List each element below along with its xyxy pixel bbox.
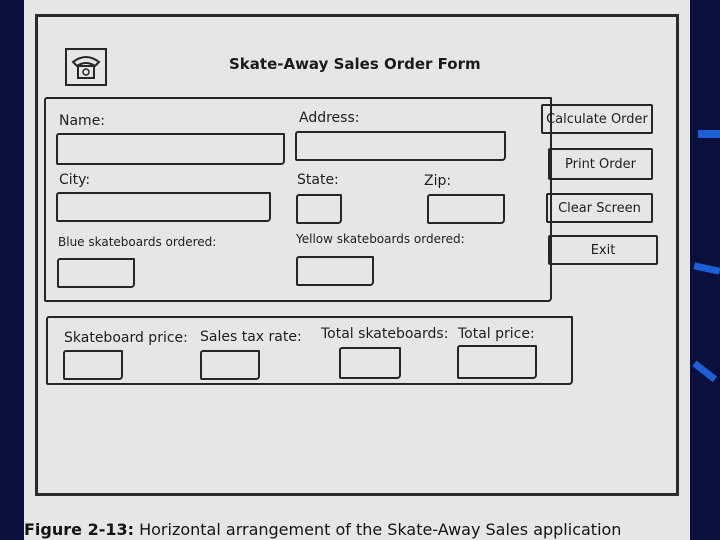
city-textbox[interactable] xyxy=(56,192,271,222)
name-textbox[interactable] xyxy=(56,133,285,165)
yellow-ordered-textbox[interactable] xyxy=(296,256,374,286)
total-skateboards-label: Total skateboards: xyxy=(321,326,449,342)
skateboard-price-box xyxy=(63,350,123,380)
state-textbox[interactable] xyxy=(296,194,342,224)
address-label: Address: xyxy=(299,110,360,126)
blue-ordered-label: Blue skateboards ordered: xyxy=(58,235,217,249)
sales-tax-rate-box xyxy=(200,350,260,380)
zip-label: Zip: xyxy=(424,173,452,189)
city-label: City: xyxy=(59,172,91,188)
scanned-page xyxy=(24,0,690,540)
sales-tax-rate-label: Sales tax rate: xyxy=(200,329,302,345)
telephone-icon xyxy=(65,48,107,86)
address-textbox[interactable] xyxy=(295,131,506,161)
figure-number: Figure 2-13: xyxy=(24,520,135,539)
blue-ordered-textbox[interactable] xyxy=(57,258,135,288)
calculate-order-button[interactable]: Calculate Order xyxy=(541,104,653,134)
decorative-accent-marks xyxy=(690,0,720,540)
accent-mark xyxy=(693,262,720,274)
accent-mark xyxy=(692,361,717,383)
figure-caption xyxy=(24,520,621,539)
form-title: Skate-Away Sales Order Form xyxy=(229,55,481,73)
total-skateboards-box xyxy=(339,347,401,379)
exit-button[interactable]: Exit xyxy=(548,235,658,265)
skateboard-price-label: Skateboard price: xyxy=(64,330,188,346)
name-label: Name: xyxy=(59,113,106,129)
figure-caption-text: Horizontal arrangement of the Skate-Away Sales application xyxy=(134,520,622,539)
clear-screen-button[interactable]: Clear Screen xyxy=(546,193,653,223)
yellow-ordered-label: Yellow skateboards ordered: xyxy=(296,232,465,246)
accent-mark xyxy=(698,130,720,138)
total-price-box xyxy=(457,345,537,379)
print-order-button[interactable]: Print Order xyxy=(548,148,653,180)
total-price-label: Total price: xyxy=(458,326,535,342)
zip-textbox[interactable] xyxy=(427,194,505,224)
state-label: State: xyxy=(297,172,339,188)
